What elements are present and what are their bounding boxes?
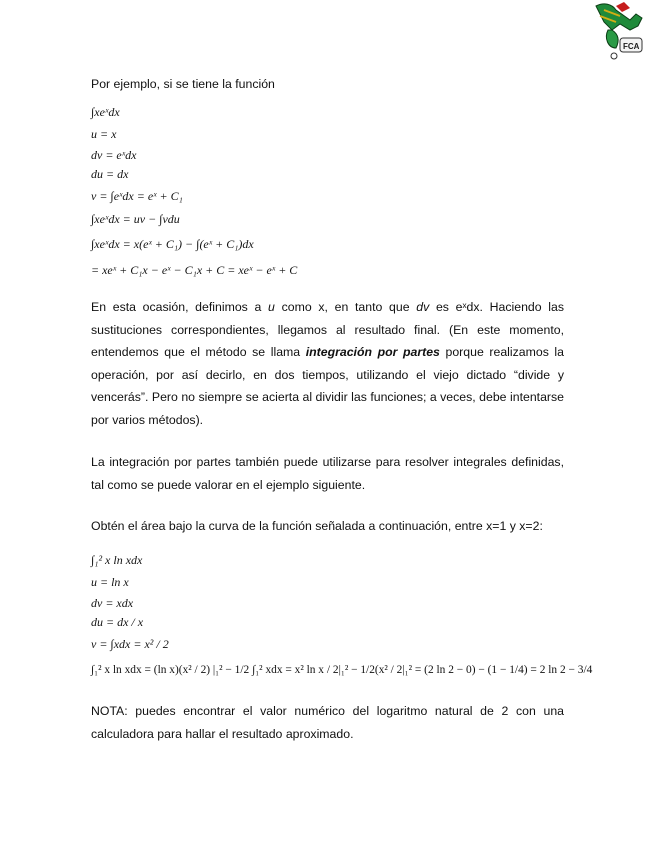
formula-line: v = ∫eˣdx = eˣ + C₁ <box>91 189 183 203</box>
intro-text: Por ejemplo, si se tiene la función <box>91 77 275 91</box>
formula-line: du = dx <box>91 167 129 181</box>
formula-result: ∫₁² x ln xdx = (ln x)(x² / 2) |₁² − 1/2 ∫₁² xdx = x² ln x / 2|₁² − 1/2(x² / 2|₁² = (2 ln 2 − 0) − (1 − 1/4) = 2 ln 2 − 3/4 <box>91 664 593 676</box>
fca-logo <box>590 0 650 62</box>
formula-line: u = x <box>91 127 117 141</box>
logo-text: FCA <box>623 42 640 51</box>
formula-line: ∫₁² x ln xdx <box>91 553 143 567</box>
emphasis-term: integración por partes <box>305 345 440 360</box>
formula-line: dv = eˣdx <box>91 148 137 162</box>
formula-line: u = ln x <box>91 575 129 589</box>
formula-line: ∫xeˣdx = x(eˣ + C₁) − ∫(eˣ + C₁)dx <box>91 237 254 251</box>
paragraph-explanation: En esta ocasión, definimos a u como x, en tanto que dv es eˣdx. Haciendo las sustituciones correspondientes, llegamos al resultado final. (En este momento, entendemos que el método se llama integración por partes porque realizamos la operación, por así decirlo, en dos tiempos, utilizando el viejo dictado “divide y vencerás”. Pero no siempre se acierta al dividir las funciones; a veces, debe intentarse por varios métodos). <box>91 300 564 427</box>
formula-line: du = dx / x <box>91 615 144 629</box>
paragraph-note: NOTA: puedes encontrar el valor numérico del logaritmo natural de 2 con una calculadora para hallar el resultado aproximado. <box>91 704 564 741</box>
formula-line: ∫xeˣdx = uv − ∫vdu <box>91 212 180 226</box>
formula-line: ∫xeˣdx <box>91 105 120 119</box>
formula-line: dv = xdx <box>91 596 134 610</box>
formula-line: v = ∫xdx = x² / 2 <box>91 637 169 651</box>
formula-line: = xeˣ + C₁x − eˣ − C₁x + C = xeˣ − eˣ + C <box>91 263 298 277</box>
exercise-statement: Obtén el área bajo la curva de la función señalada a continuación, entre x=1 y x=2: <box>91 519 543 533</box>
paragraph-definite: La integración por partes también puede utilizarse para resolver integrales definidas, tal como se puede valorar en el ejemplo siguiente. <box>91 455 564 492</box>
